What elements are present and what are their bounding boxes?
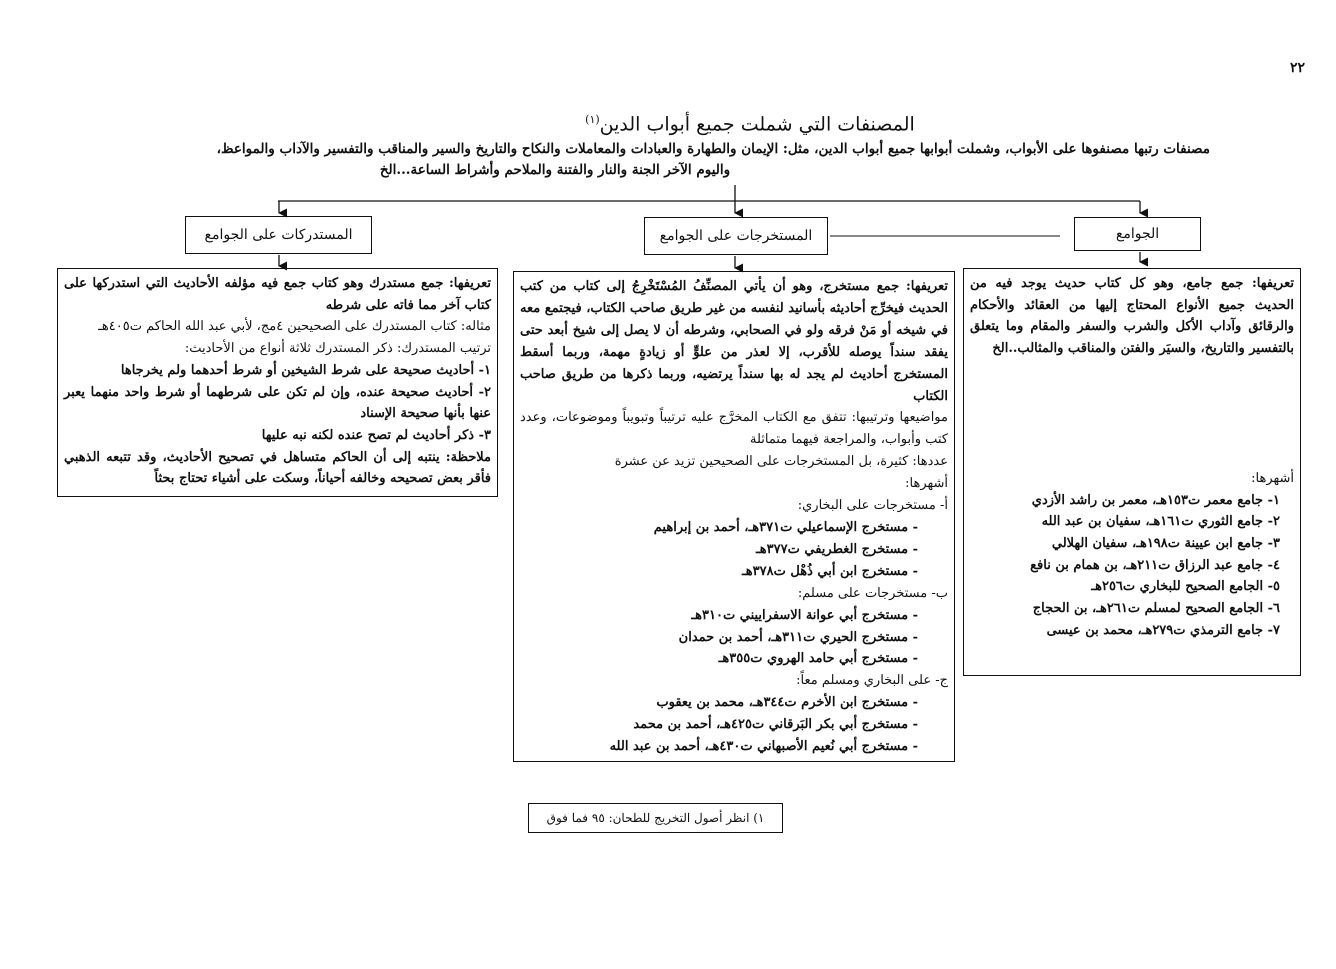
intro-line-1: مصنفات رتبها مصنفوها على الأبواب، وشملت أبوابها جميع أبواب الدين، مثل: الإيمان والطهارة والعبادات والمعاملات والنكاح والتاريخ والسير والمناقب والتفسير والآداب والمواعظ، xyxy=(216,141,1210,157)
mustakhrajat-b-item-1: - مستخرج أبي عوانة الاسفراييني ت٣١٠هـ xyxy=(691,607,918,623)
mustakhrajat-topics: مواضيعها وترتيبها: تتفق مع الكتاب المخرَّج عليه ترتيباً وتبويباً وموضوعات، وعدد كتب وأبواب، والمراجعة فيهما متماثلة xyxy=(520,410,948,448)
mustadrakat-note: ملاحظة: ينتبه إلى أن الحاكم متساهل في تصحيح الأحاديث، وقد تتبعه الذهبي فأقر بعض تصحيحه وخالفه أحياناً، وسكت على أشياء تحتاج بحثاً xyxy=(64,449,491,487)
jawami-item-2: ٢- جامع الثوري ت١٦١هـ، سفيان بن عبد الله xyxy=(1041,514,1280,530)
mustakhrajat-group-c-label: ج- على البخاري ومسلم معاً: xyxy=(796,673,948,689)
mustakhrajat-count: عددها: كثيرة، بل المستخرجات على الصحيحين تزيد عن عشرة xyxy=(614,454,948,470)
panel-mustakhrajat xyxy=(513,271,955,762)
jawami-item-6: ٦- الجامع الصحيح لمسلم ت٢٦١هـ، بن الحجاج xyxy=(1032,601,1280,617)
category-mustadrakat xyxy=(185,216,372,254)
mustadrakat-example: مثاله: كتاب المستدرك على الصحيحين ٤مج، لأبي عبد الله الحاكم ت٤٠٥هـ xyxy=(98,319,491,335)
mustakhrajat-c-item-3: - مستخرج أبي نُعيم الأصبهاني ت٤٣٠هـ، أحمد بن عبد الله xyxy=(609,739,918,755)
footnote-text: ١) انظر أصول التخريج للطحان: ٩٥ فما فوق xyxy=(546,811,765,825)
category-jawami xyxy=(1074,217,1201,251)
category-mustadrakat-label: المستدركات على الجوامع xyxy=(204,227,353,243)
jawami-famous-label: أشهرها: xyxy=(1251,470,1294,486)
jawami-item-1: ١- جامع معمر ت١٥٣هـ، معمر بن راشد الأزدي xyxy=(1031,492,1280,508)
mustakhrajat-a-item-2: - مستخرج الغطريفي ت٣٧٧هـ xyxy=(756,541,918,557)
title-footnote-marker: (١) xyxy=(585,113,600,126)
mustakhrajat-b-item-3: - مستخرج أبي حامد الهروي ت٣٥٥هـ xyxy=(718,651,918,667)
mustakhrajat-a-item-1: - مستخرج الإسماعيلي ت٣٧١هـ، أحمد بن إبراهيم xyxy=(653,519,918,535)
title-text: المصنفات التي شملت جميع أبواب الدين xyxy=(599,113,915,136)
category-mustakhrajat xyxy=(644,217,828,255)
mustakhrajat-a-item-3: - مستخرج ابن أبي ذُهْل ت٣٧٨هـ xyxy=(741,563,918,579)
page-number: ٢٢ xyxy=(1290,60,1306,76)
category-mustakhrajat-label: المستخرجات على الجوامع xyxy=(659,228,813,244)
mustadrakat-item-1: ١- أحاديث صحيحة على شرط الشيخين أو شرط أحدهما ولم يخرجاها xyxy=(120,362,491,378)
jawami-item-4: ٤- جامع عبد الرزاق ت٢١١هـ، بن همام بن نافع xyxy=(1030,557,1280,573)
mustakhrajat-c-item-1: - مستخرج ابن الأخرم ت٣٤٤هـ، محمد بن يعقوب xyxy=(656,695,918,711)
mustadrakat-item-2: ٢- أحاديث صحيحة عنده، وإن لم تكن على شرطهما أو شرط واحد منهما يعبر عنها بأنها صحيحة الإسناد xyxy=(64,384,491,422)
category-jawami-label: الجوامع xyxy=(1115,226,1160,242)
mustakhrajat-c-item-2: - مستخرج أبي بكر البَرقاني ت٤٢٥هـ، أحمد بن محمد xyxy=(633,717,918,733)
footnote-box xyxy=(528,803,783,833)
mustadrakat-arrangement: ترتيب المستدرك: ذكر المستدرك ثلاثة أنواع من الأحاديث: xyxy=(184,341,491,357)
mustakhrajat-definition: تعريفها: جمع مستخرج، وهو أن يأتي المصنِّفُ المُسْتَخْرِجُ إلى كتاب من كتب الحديث فيخرِّج أحاديثه بأسانيد لنفسه من غير طريق صاحب الكتاب، فيجتمع معه في شيخه أو مَنْ فرقه ولو في الصحابي، وشرطه أن لا يصل إلى شيخ أبعد حتى يفقد سنداً يوصله للأقرب، إلا لعذر من علوٍّ أو زيادةٍ مهمة، وربما أسقط المستخرج أحاديث لم يجد له بها سنداً يرتضيه، وربما ذكرها من طريق صاحب الكتاب xyxy=(520,279,948,404)
jawami-item-5: ٥- الجامع الصحيح للبخاري ت٢٥٦هـ xyxy=(1091,579,1280,595)
panel-jawami xyxy=(963,268,1301,676)
jawami-item-7: ٧- جامع الترمذي ت٢٧٩هـ، محمد بن عيسى xyxy=(1046,622,1280,638)
mustakhrajat-famous-label: أشهرها: xyxy=(905,476,948,492)
jawami-item-3: ٣- جامع ابن عيينة ت١٩٨هـ، سفيان الهلالي xyxy=(1051,535,1280,551)
mustakhrajat-b-item-2: - مستخرج الحيري ت٣١١هـ، أحمد بن حمدان xyxy=(678,629,918,645)
mustakhrajat-group-b-label: ب- مستخرجات على مسلم: xyxy=(797,585,948,601)
panel-mustadrakat xyxy=(57,268,498,497)
mustakhrajat-group-a-label: أ- مستخرجات على البخاري: xyxy=(797,498,948,514)
mustadrakat-definition: تعريفها: جمع مستدرك وهو كتاب جمع فيه مؤلفه الأحاديث التي استدركها على كتاب آخر مما فاته على شرطه xyxy=(64,276,491,313)
mustadrakat-item-3: ٣- ذكر أحاديث لم تصح عنده لكنه نبه عليها xyxy=(261,427,491,443)
jawami-definition: تعريفها: جمع جامع، وهو كل كتاب حديث يوجد فيه من الحديث جميع الأنواع المحتاج إليها من العقائد والأحكام والرقائق وآداب الأكل والشرب والسفر والمقام وما يتعلق بالتفسير والتاريخ، والسيَر والفتن والمناقب والمثالب..الخ xyxy=(970,276,1294,357)
intro-line-2: واليوم الآخر الجنة والنار والفتنة والملاحم وأشراط الساعة...الخ xyxy=(379,162,731,178)
